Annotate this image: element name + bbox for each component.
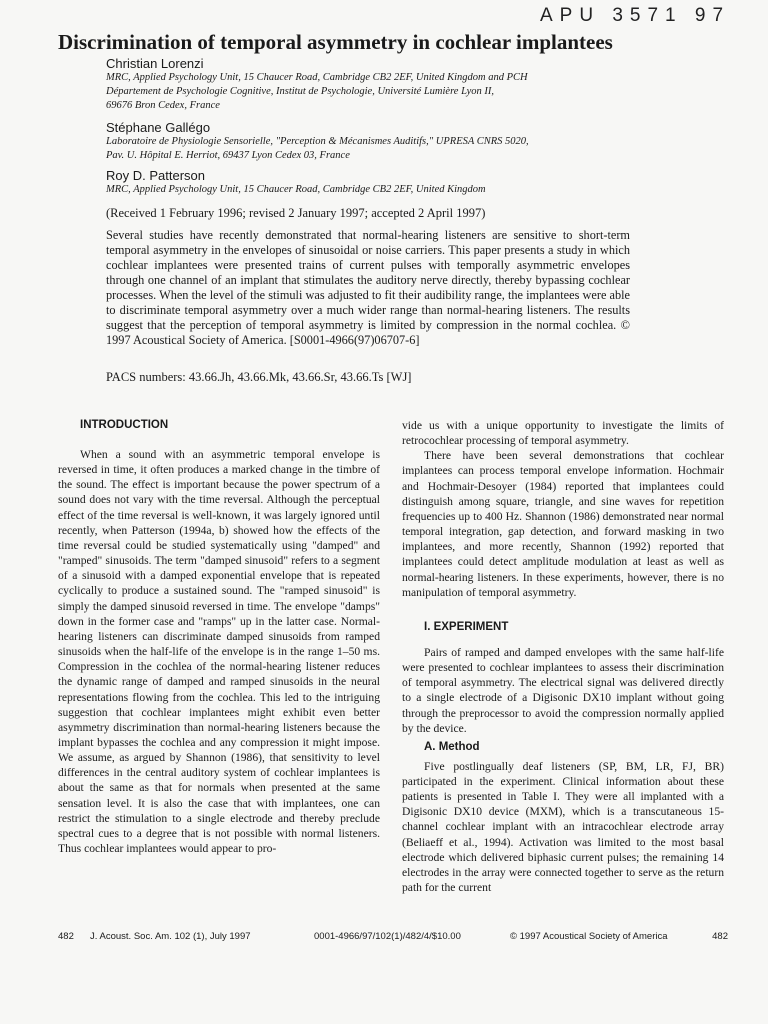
author-affiliation: Laboratoire de Physiologie Sensorielle, "Perception & Mécanismes Auditifs," UPRESA CNRS 5020, [106,136,529,147]
paper-title: Discrimination of temporal asymmetry in cochlear implantees [58,30,613,54]
author-block-1 [106,56,736,113]
intro-paragraph-continued: vide us with a unique opportunity to investigate the limits of retrocochlear processing of temporal asymmetry. [402,419,724,448]
pacs-numbers: PACS numbers: 43.66.Jh, 43.66.Mk, 43.66.Sr, 43.66.Ts [WJ] [106,370,412,384]
abstract: Several studies have recently demonstrated that normal-hearing listeners are sensitive to short-term temporal asymmetry in the envelopes of sinusoidal or noise carriers. This paper presents a study in which cochlear implantees were presented trains of current pulses with temporally asymmetric envelopes through one channel of an implant that stimulates the auditory nerve directly, thereby bypassing cochlear processes. When the level of the stimuli was adjusted to fit their audibility range, the implantees were able to discriminate temporal asymmetry over a much wider range than normal-hearing listeners. The results suggest that the perception of temporal asymmetry is limited by compression in the normal cochlea. © 1997 Acoustical Society of America. [S0001-4966(97)06707-6] [106,228,630,347]
page-number-right: 482 [712,931,728,942]
author-block-3 [106,168,736,197]
author-affiliation: MRC, Applied Psychology Unit, 15 Chaucer Road, Cambridge CB2 2EF, United Kingdom [106,184,486,195]
method-heading: A. Method [424,740,480,753]
received-dates: (Received 1 February 1996; revised 2 January 1997; accepted 2 April 1997) [106,206,486,220]
author-affiliation: Pav. U. Hôpital E. Herriot, 69437 Lyon Cedex 03, France [106,150,350,161]
article-code: 0001-4966/97/102(1)/482/4/$10.00 [314,931,461,942]
page-number-left: 482 [58,931,74,942]
intro-paragraph: There have been several demonstrations that cochlear implantees can process temporal envelope information. Hochmair and Hochmair-Desoyer (1984) reported that implantees could distinguish among square, triangle, and sine waves for repetition frequencies up to 400 Hz. Shannon (1986) demonstrated near normal temporal integration, gap detection, and forward masking in two implantees, and more recently, Shannon (1992) reported that implantees could detect amplitude modulation at least as well as normal-hearing listeners. In these experiments, however, there is no manipulation of temporal asymmetry. [402,449,724,599]
intro-paragraph: When a sound with an asymmetric temporal envelope is reversed in time, it often produces a marked change in the timbre of the sound. The effect is important because the power spectrum of a sound does not vary with the time reversal. Although the perceptual effect of the time reversal is well-known, it was largely ignored until recently, when Patterson (1994a, b) showed how the effects of the time reversal could be studied systematically using "damped" and "ramped" sinusoids. The term "damped sinusoid" refers to a segment of a sinusoid with a damped exponential envelope that is repeated cyclically to produce a sustained sound. The "ramped sinusoid" is simply the damped sinusoid reversed in time. The envelope "damps" down in the former case and "ramps" up in the latter case. Normal-hearing listeners can discriminate damped sinusoids from ramped sinusoids when the half-life of the envelope is in the range 1–50 ms. Compression in the cochlea of the normal-hearing listener reduces the dynamic range of damped and ramped sinusoids in the neural representations flowing from the cochlea. This led to the intriguing suggestion that cochlear implantees might exhibit even better asymmetry discrimination than normal-hearing listeners because the implant bypasses the cochlea and any compression it might impose. We assume, as argued by Shannon (1986), that sensitivity to level differences in the central auditory system of cochlear implantees is about the same as that for normals when presented at the same sensation level. It is also the case that with implantees, one can restrict the stimulation to a single electrode and thereby preclude spectral cues to a degree that is not possible with normal listeners. Thus cochlear implantees would appear to pro- [58,448,380,856]
author-affiliation: Département de Psychologie Cognitive, Institut de Psychologie, Université Lumière Lyon II, [106,86,494,97]
archive-stamp: APU 3571 97 [540,5,731,26]
right-column [402,418,724,895]
method-paragraph: Five postlingually deaf listeners (SP, BM, LR, FJ, BR) participated in the experiment. Clinical information about these patients is presented in Table I. They were all implanted with a Digisonic DX10 device (MXM), which is a transcutaneous 15-channel cochlear implant with an intracochlear electrode array (Beliaeff et al., 1994). Activation was limited to the most basal electrode which delivered biphasic current pulses; the remaining 14 electrodes in the array were connected together to serve as the return path for the current [402,759,724,895]
experiment-paragraph: Pairs of ramped and damped envelopes with the same half-life were presented to cochlear implantees to assess their discrimination of temporal asymmetry. The electrical signal was delivered directly to a single electrode of a Digisonic DX10 implant without going through the preprocessor to avoid the compression normally applied by the device. [402,645,724,735]
experiment-heading: I. EXPERIMENT [424,620,509,633]
author-affiliation: MRC, Applied Psychology Unit, 15 Chaucer Road, Cambridge CB2 2EF, United Kingdom and PCH [106,72,528,83]
author-name: Stéphane Gallégo [106,120,211,135]
author-name: Christian Lorenzi [106,56,204,71]
author-name: Roy D. Patterson [106,168,205,183]
left-column [58,418,380,856]
introduction-heading: INTRODUCTION [80,419,169,431]
copyright-notice: © 1997 Acoustical Society of America [510,931,668,942]
journal-citation: J. Acoust. Soc. Am. 102 (1), July 1997 [90,931,251,942]
author-block-2 [106,120,736,163]
author-affiliation: 69676 Bron Cedex, France [106,100,220,111]
